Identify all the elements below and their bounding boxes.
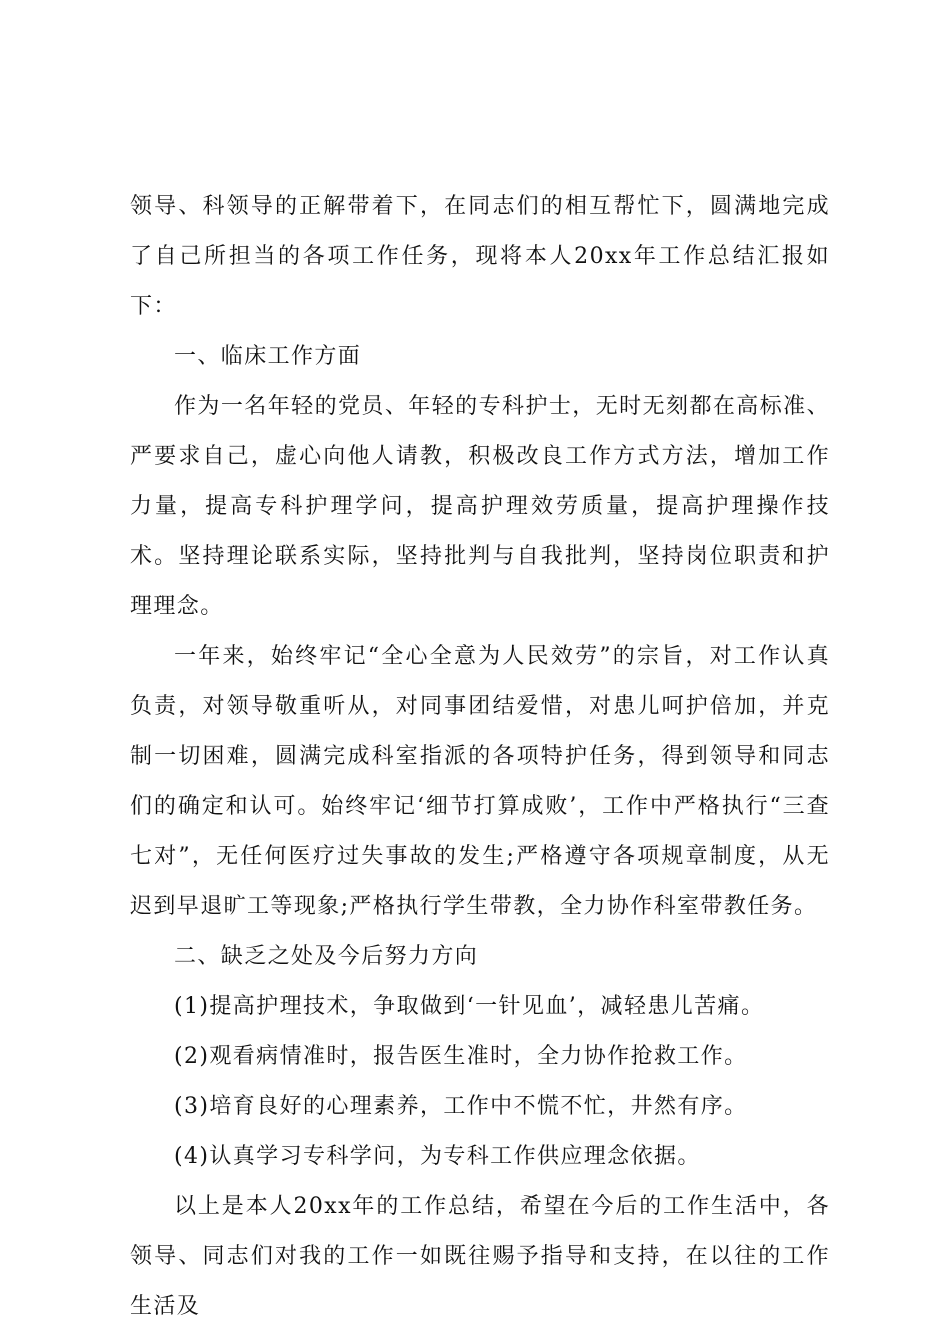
improvement-item-1: (1)提高护理技术，争取做到‘一针见血’，减轻患儿苦痛。	[174, 994, 765, 1019]
closing-paragraph: 以上是本人20xx年的工作总结，希望在今后的工作生活中，各领导、同志们对我的工作一如既往赐予指导和支持，在以往的工作生活及	[130, 1194, 830, 1319]
intro-paragraph: 领导、科领导的正解带着下，在同志们的相互帮忙下，圆满地完成了自己所担当的各项工作任务，现将本人20xx年工作总结汇报如下：	[130, 194, 830, 319]
section-heading-shortcomings: 二、缺乏之处及今后努力方向	[174, 944, 479, 969]
section-heading-clinical-work: 一、临床工作方面	[174, 344, 362, 369]
improvement-item-3: (3)培育良好的心理素养，工作中不慌不忙，井然有序。	[174, 1094, 748, 1119]
clinical-work-paragraph-1: 作为一名年轻的党员、年轻的专科护士，无时无刻都在高标准、严要求自己，虚心向他人请教，积极改良工作方式方法，增加工作力量，提高专科护理学问，提高护理效劳质量，提高护理操作技术。坚持理论联系实际，坚持批判与自我批判，坚持岗位职责和护理理念。	[130, 394, 830, 619]
document-page	[130, 182, 830, 1332]
clinical-work-paragraph-2: 一年来，始终牢记“全心全意为人民效劳”的宗旨，对工作认真负责，对领导敬重听从，对同事团结爱惜，对患儿呵护倍加，并克制一切困难，圆满完成科室指派的各项特护任务，得到领导和同志们的确定和认可。始终牢记‘细节打算成败’，工作中严格执行“三查七对”，无任何医疗过失事故的发生;严格遵守各项规章制度，从无迟到早退旷工等现象;严格执行学生带教，全力协作科室带教任务。	[130, 644, 830, 919]
improvement-item-4: (4)认真学习专科学问，为专科工作供应理念依据。	[174, 1144, 701, 1169]
improvement-item-2: (2)观看病情准时，报告医生准时，全力协作抢救工作。	[174, 1044, 748, 1069]
